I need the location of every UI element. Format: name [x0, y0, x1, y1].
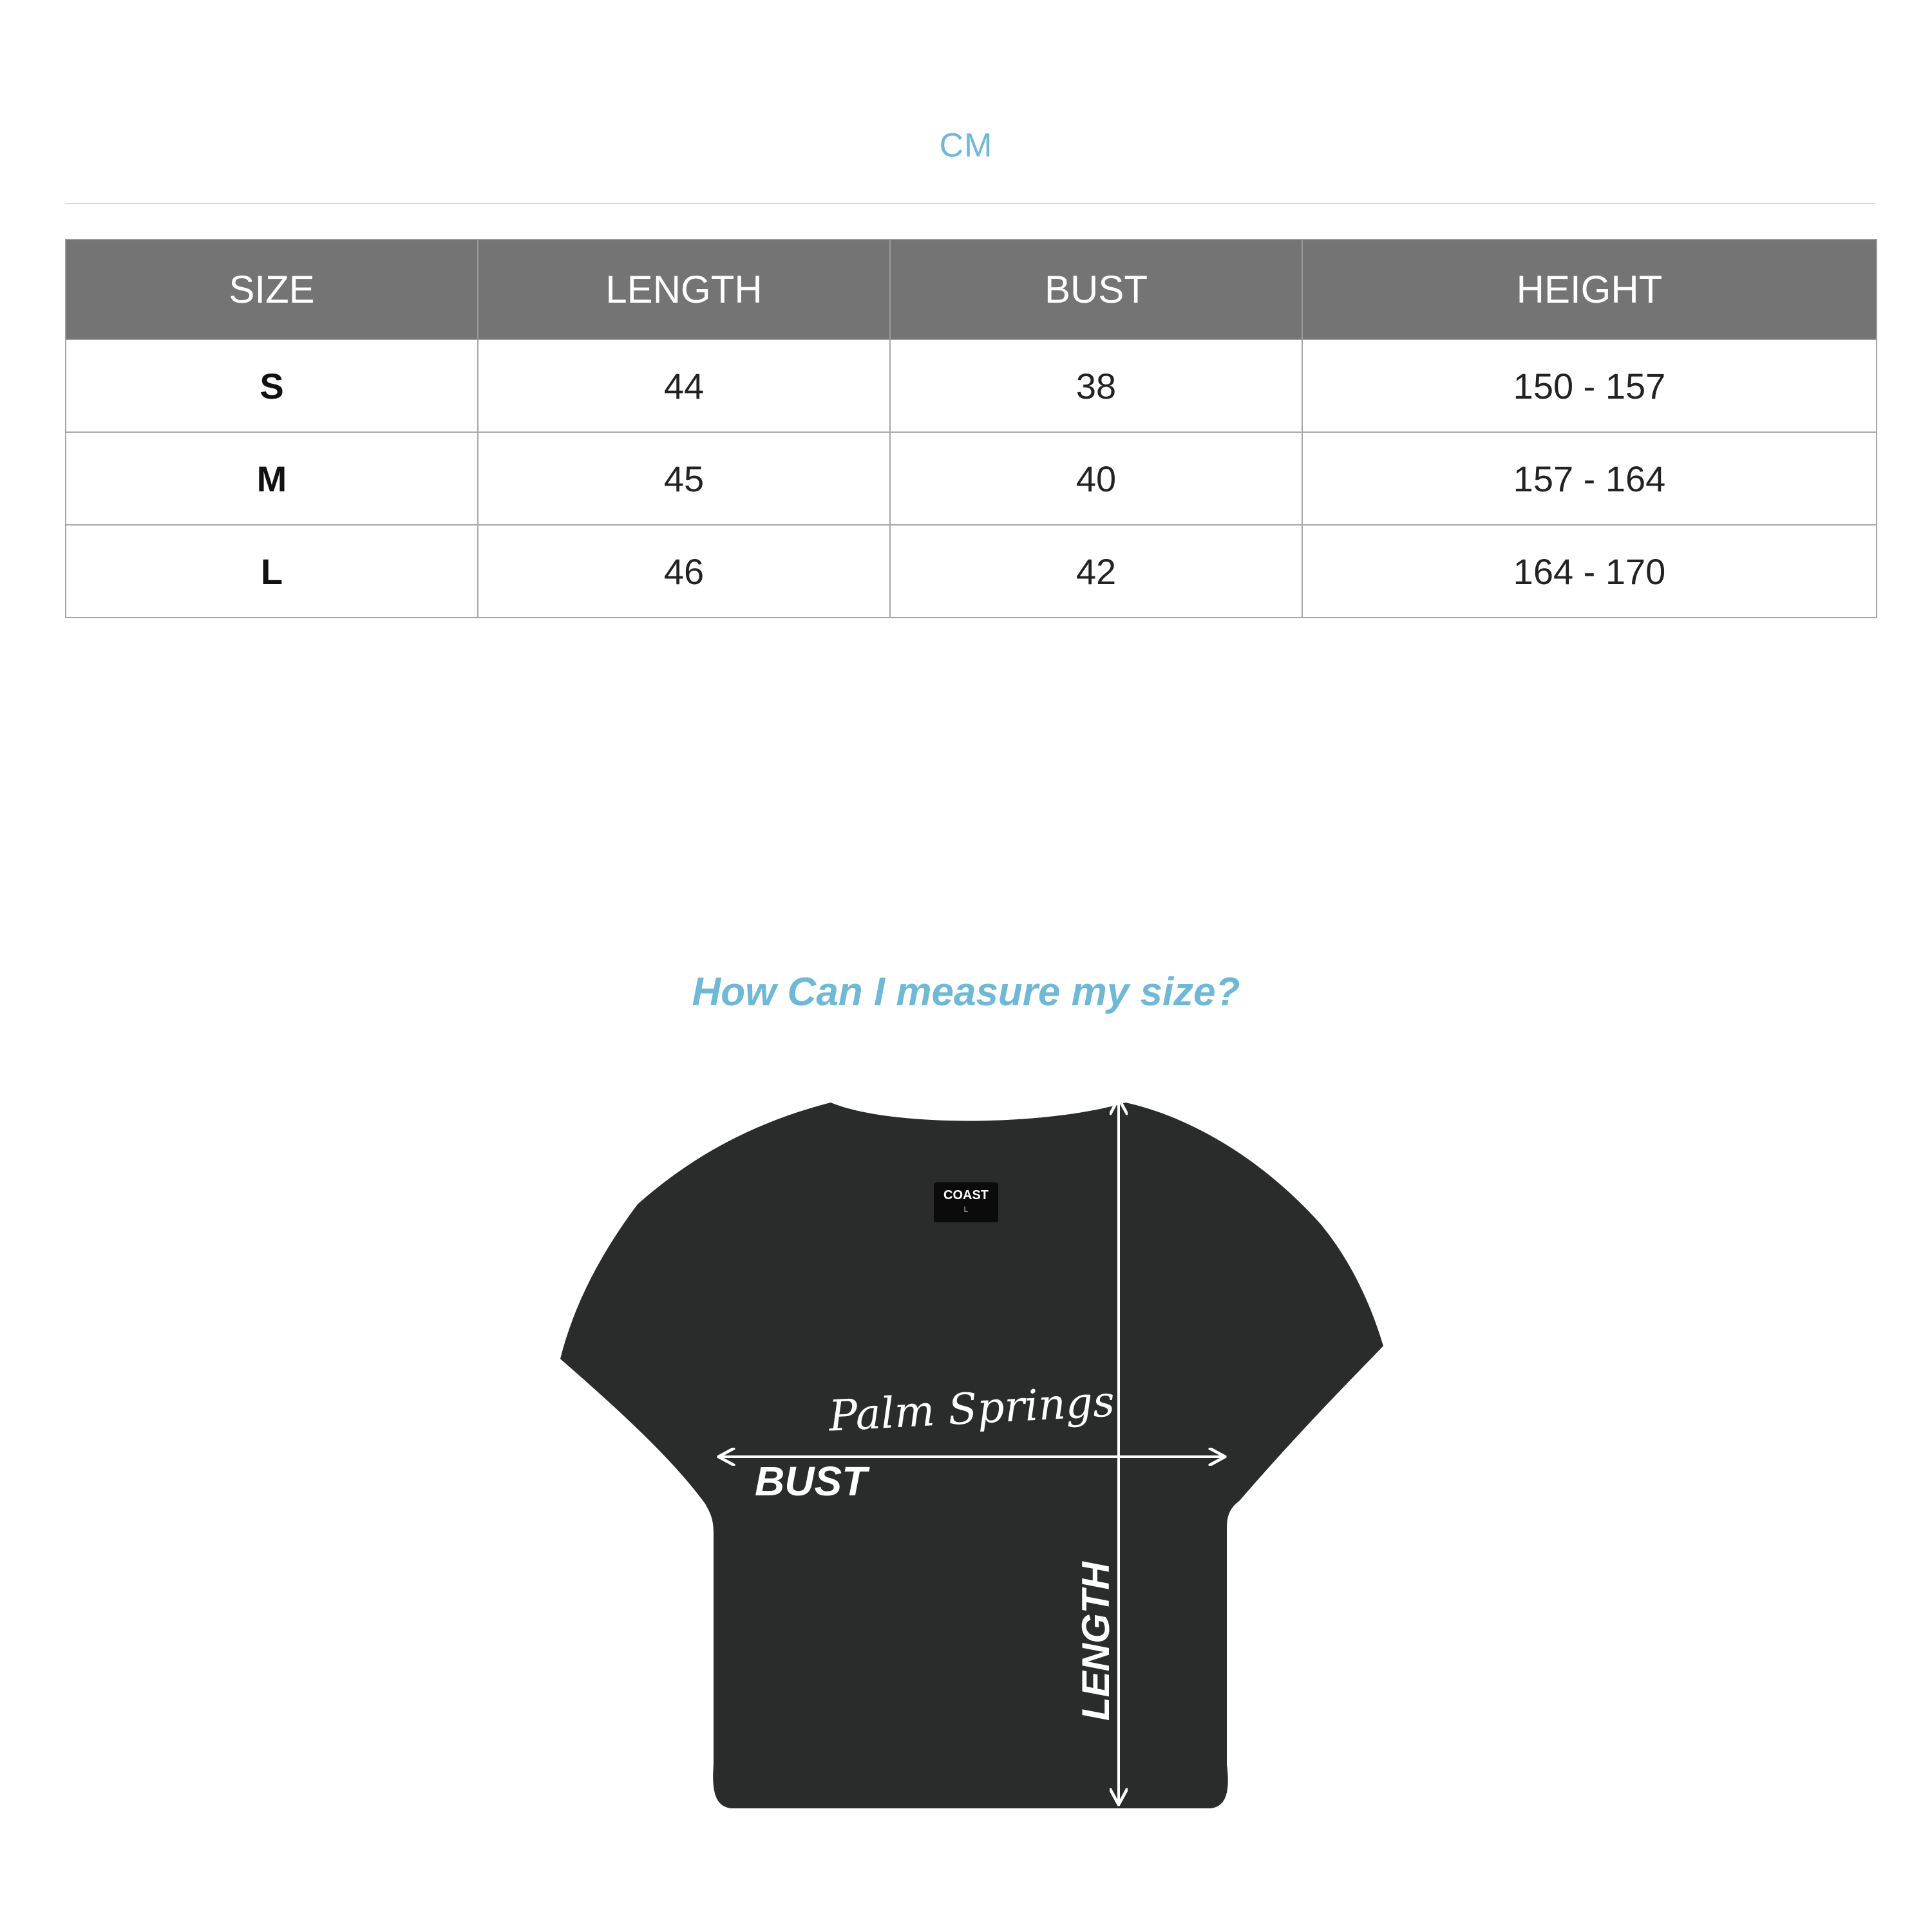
neck-tag: [934, 1182, 998, 1222]
size-cell: L: [66, 525, 478, 618]
height-cell: 150 - 157: [1302, 339, 1877, 432]
tag-brand-text: COAST: [943, 1188, 989, 1202]
header-height: HEIGHT: [1302, 240, 1877, 339]
length-label: LENGTH: [1074, 1562, 1117, 1721]
length-cell: 45: [478, 432, 890, 525]
bust-cell: 42: [890, 525, 1302, 618]
size-cell: M: [66, 432, 478, 525]
header-size: SIZE: [66, 240, 478, 339]
size-cell: S: [66, 339, 478, 432]
height-cell: 164 - 170: [1302, 525, 1877, 618]
length-cell: 44: [478, 339, 890, 432]
height-cell: 157 - 164: [1302, 432, 1877, 525]
print-graphic-text: Palm Springs: [828, 1376, 1116, 1441]
bust-cell: 38: [890, 339, 1302, 432]
header-bust: BUST: [890, 240, 1302, 339]
bust-label: BUST: [755, 1458, 867, 1504]
measure-heading: How Can I measure my size?: [692, 970, 1240, 1014]
bust-cell: 40: [890, 432, 1302, 525]
tag-size-text: L: [963, 1205, 969, 1214]
header-length: LENGTH: [478, 240, 890, 339]
length-cell: 46: [478, 525, 890, 618]
unit-title: CM: [939, 127, 993, 164]
